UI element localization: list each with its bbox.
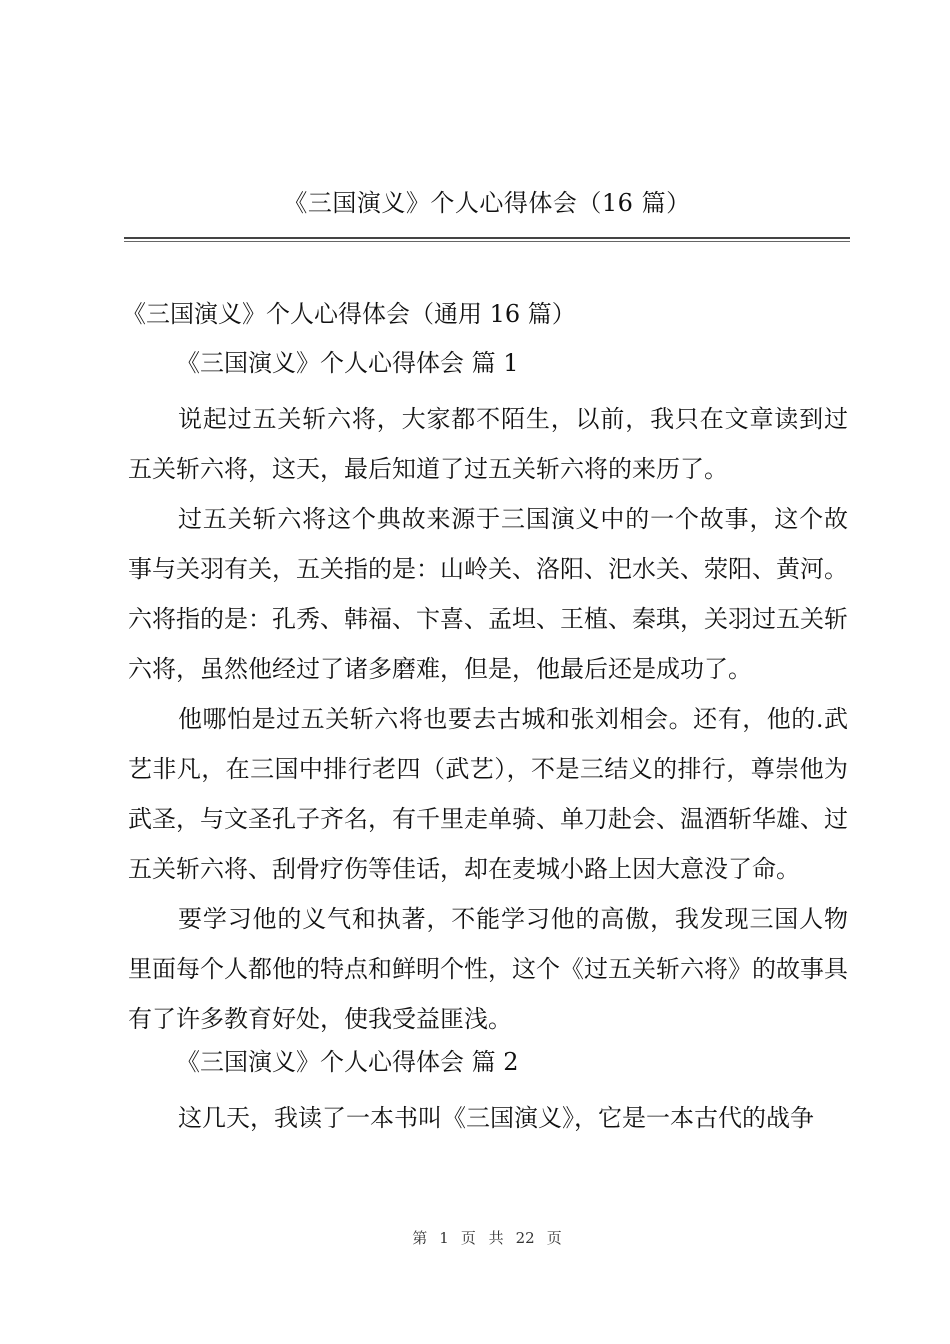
section-heading: 《三国演义》个人心得体会 篇 1 bbox=[176, 349, 519, 377]
header-rule-thin bbox=[124, 241, 850, 242]
paragraph: 他哪怕是过五关斩六将也要去古城和张刘相会。还有，他的.武艺非凡，在三国中排行老四（武艺），不是三结义的排行，尊崇他为武圣，与文圣孔子齐名，有千里走单骑、单刀赴会、温酒斩华雄、过五关斩六将、刮骨疗伤等佳话，却在麦城小路上因大意没了命。 bbox=[128, 705, 848, 883]
header-rule bbox=[124, 237, 850, 239]
paragraph: 过五关斩六将这个典故来源于三国演义中的一个故事，这个故事与关羽有关，五关指的是：山岭关、洛阳、汜水关、荥阳、黄河。六将指的是：孔秀、韩福、卞喜、孟坦、王植、秦琪，关羽过五关斩六将，虽然他经过了诸多磨难，但是，他最后还是成功了。 bbox=[128, 505, 848, 683]
footer-page-number: 1 bbox=[439, 1229, 449, 1247]
footer-total-pages: 22 bbox=[515, 1229, 535, 1247]
footer-suffix: 页 bbox=[546, 1229, 562, 1247]
document-body bbox=[122, 296, 848, 1143]
footer-mid: 页 共 bbox=[460, 1229, 504, 1247]
paragraph: 要学习他的义气和执著，不能学习他的高傲，我发现三国人物里面每个人都他的特点和鲜明个性，这个《过五关斩六将》的故事具有了许多教育好处，使我受益匪浅。 bbox=[128, 905, 848, 1033]
page-footer bbox=[0, 1227, 950, 1248]
paragraph: 这几天，我读了一本书叫《三国演义》，它是一本古代的战争 bbox=[178, 1104, 814, 1132]
document-title: 《三国演义》个人心得体会（通用 16 篇） bbox=[122, 300, 576, 328]
page-header-title: 《三国演义》个人心得体会（16 篇） bbox=[283, 189, 691, 217]
section-heading: 《三国演义》个人心得体会 篇 2 bbox=[176, 1048, 519, 1076]
paragraph: 说起过五关斩六将，大家都不陌生，以前，我只在文章读到过五关斩六将，这天，最后知道了过五关斩六将的来历了。 bbox=[128, 405, 848, 483]
footer-prefix: 第 bbox=[412, 1229, 428, 1247]
